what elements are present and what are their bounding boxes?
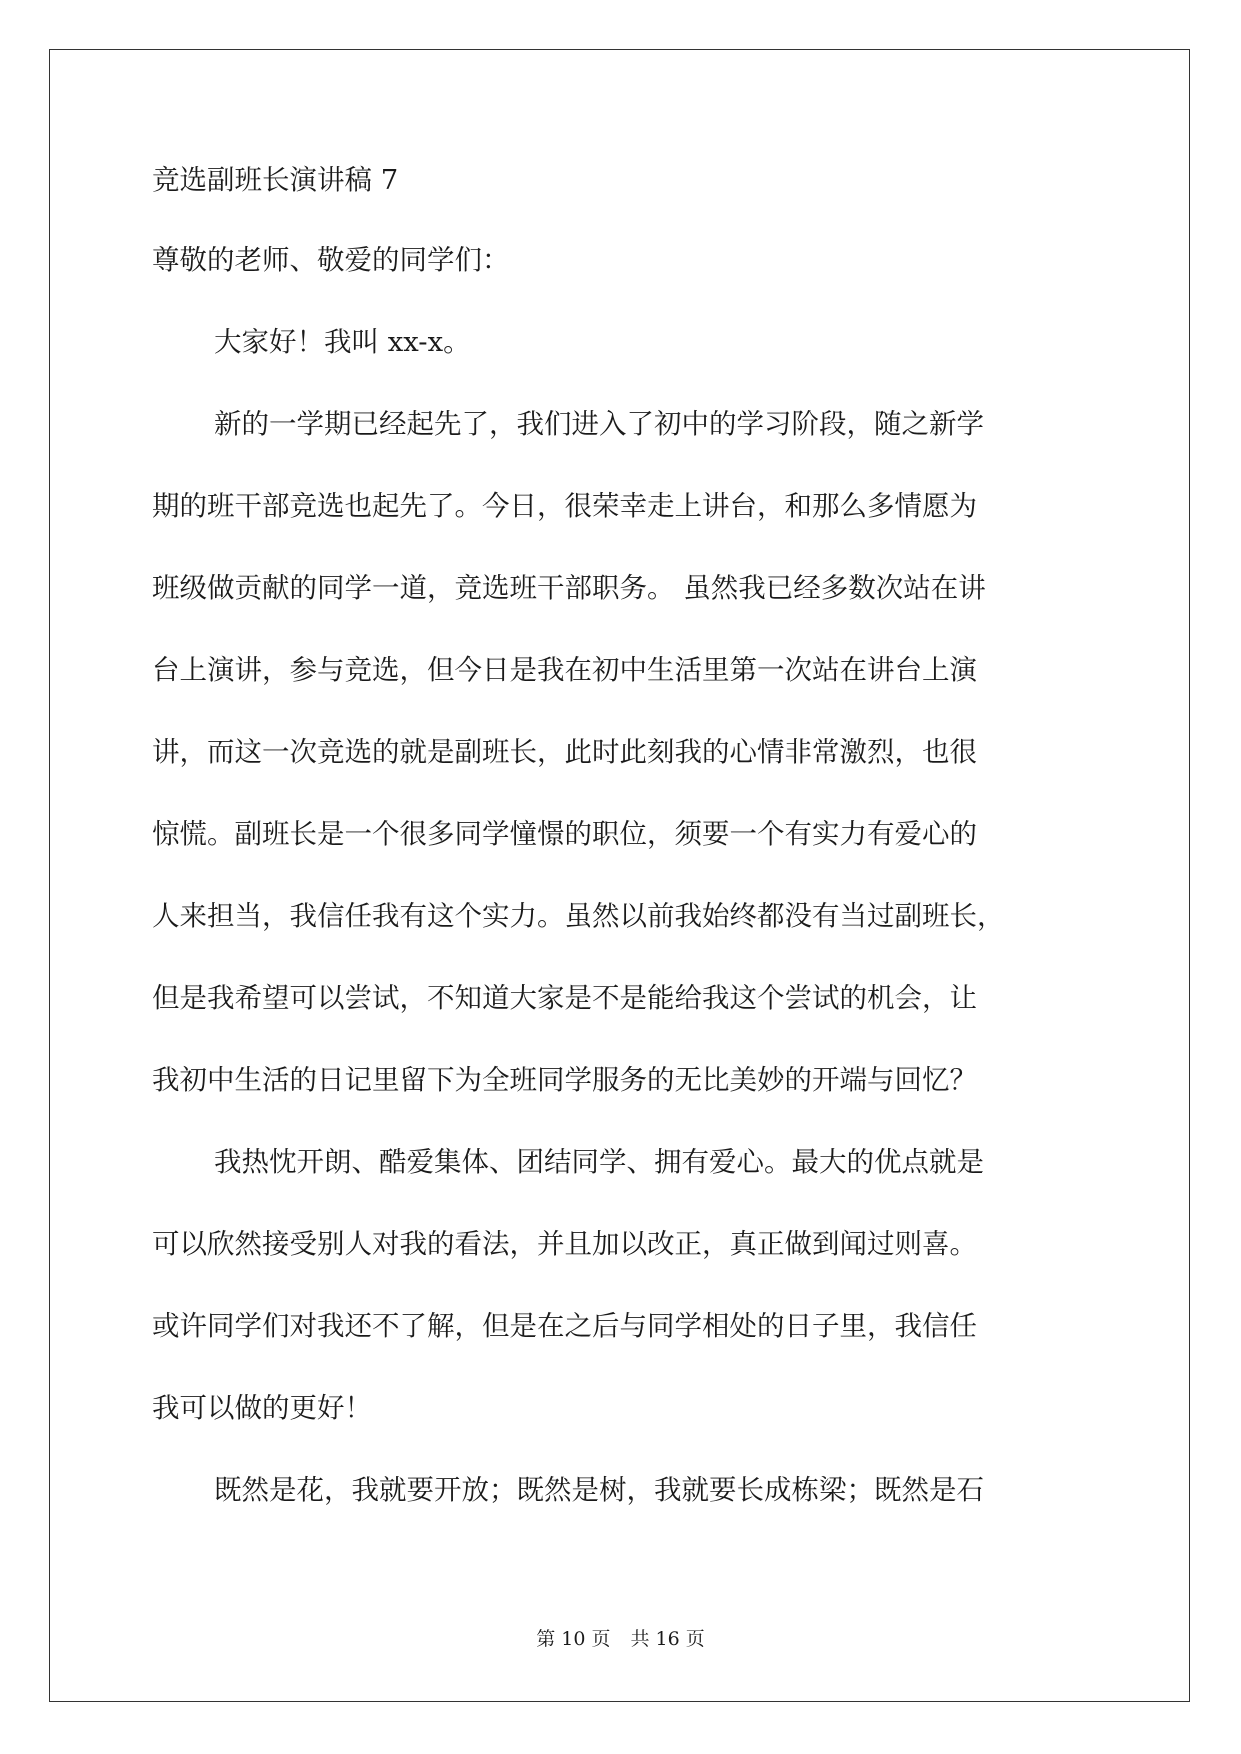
paragraph-4	[152, 1470, 1092, 1510]
paragraph-line: 但是我希望可以尝试，不知道大家是不是能给我这个尝试的机会，让	[152, 982, 977, 1014]
paragraph-line: 我初中生活的日记里留下为全班同学服务的无比美妙的开端与回忆？	[152, 1064, 977, 1096]
paragraph-line: 我热忱开朗、酷爱集体、团结同学、拥有爱心。最大的优点就是	[214, 1146, 984, 1178]
page-total: 共 16 页	[630, 1628, 705, 1650]
paragraph-line: 惊慌。副班长是一个很多同学憧憬的职位，须要一个有实力有爱心的	[152, 818, 977, 850]
paragraph-line: 台上演讲，参与竞选，但今日是我在初中生活里第一次站在讲台上演	[152, 654, 977, 686]
page-footer	[0, 1627, 1241, 1651]
paragraph-line: 既然是花，我就要开放；既然是树，我就要长成栋梁；既然是石	[214, 1474, 984, 1506]
paragraph-line: 新的一学期已经起先了，我们进入了初中的学习阶段，随之新学	[214, 408, 984, 440]
greeting: 尊敬的老师、敬爱的同学们：	[152, 244, 510, 276]
paragraph-2	[152, 404, 1092, 1100]
page-number: 第 10 页	[536, 1628, 611, 1650]
paragraph-line: 人来担当，我信任我有这个实力。虽然以前我始终都没有当过副班长，	[152, 900, 1005, 932]
paragraph-line: 可以欣然接受别人对我的看法，并且加以改正，真正做到闻过则喜。	[152, 1228, 977, 1260]
paragraph-line: 讲，而这一次竞选的就是副班长，此时此刻我的心情非常激烈，也很	[152, 736, 977, 768]
paragraph-line: 期的班干部竞选也起先了。今日，很荣幸走上讲台，和那么多情愿为	[152, 490, 977, 522]
paragraph-3	[152, 1142, 1092, 1428]
paragraph-line: 班级做贡献的同学一道，竞选班干部职务。 虽然我已经多数次站在讲	[152, 572, 986, 604]
document-body	[152, 160, 1092, 1552]
paragraph-line: 或许同学们对我还不了解，但是在之后与同学相处的日子里，我信任	[152, 1310, 977, 1342]
paragraph-1	[152, 322, 1092, 362]
paragraph-line: 我可以做的更好！	[152, 1392, 372, 1424]
document-title: 竞选副班长演讲稿 7	[152, 164, 399, 196]
paragraph-line: 大家好！我叫 xx-x。	[214, 326, 471, 358]
